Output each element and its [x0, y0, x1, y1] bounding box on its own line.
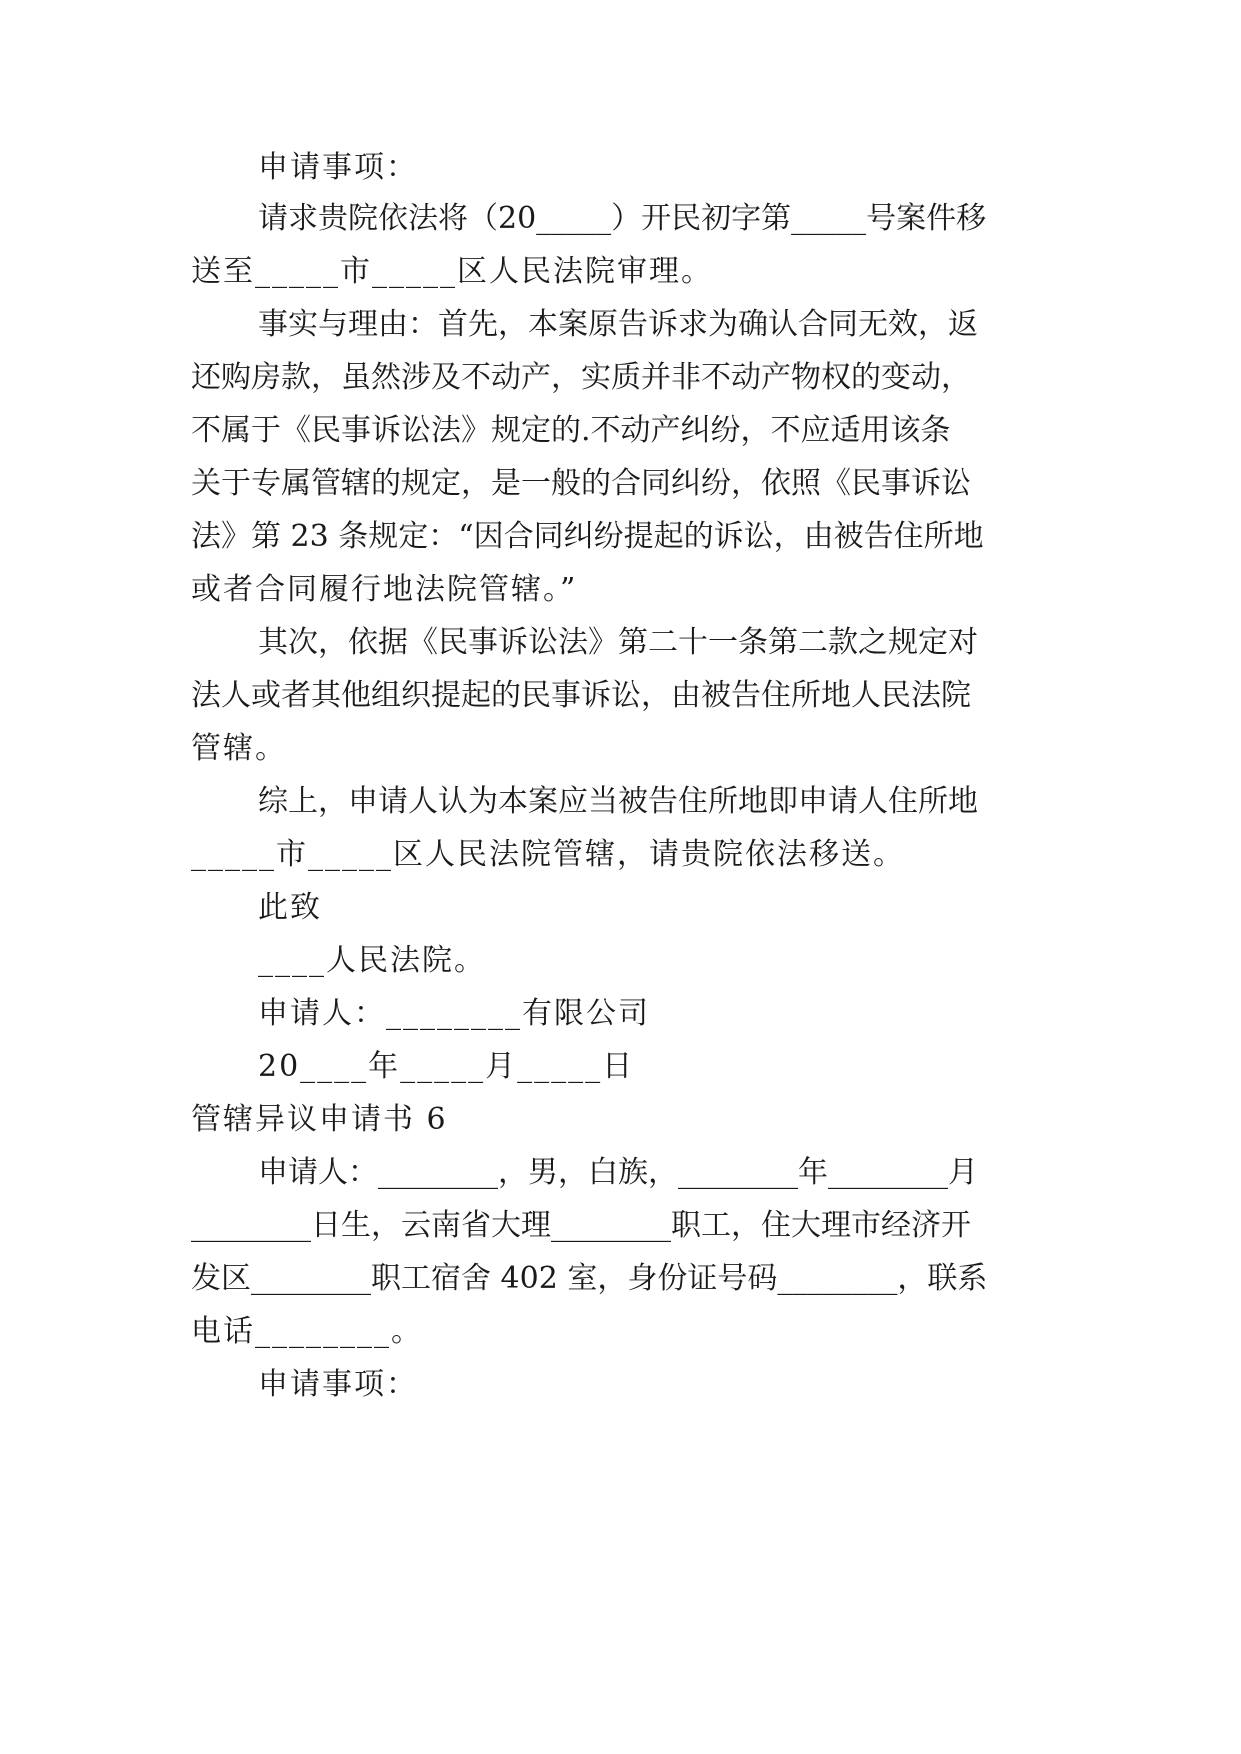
paragraph-line: ________日生，云南省大理________职工，住大理市经济开 [191, 1208, 971, 1243]
paragraph-line: 或者合同履行地法院管辖。” [191, 572, 578, 607]
paragraph-line: 其次，依据《民事诉讼法》第二十一条第二款之规定对 [258, 625, 978, 660]
applicant-signature-line: 申请人：________有限公司 [258, 996, 650, 1031]
section-heading-application-items: 申请事项： [258, 150, 418, 185]
paragraph-line: 发区________职工宿舍 402 室，身份证号码________，联系 [191, 1261, 988, 1296]
paragraph-line: 法人或者其他组织提起的民事诉讼，由被告住所地人民法院 [191, 678, 971, 713]
document-title: 管辖异议申请书 6 [191, 1102, 448, 1137]
paragraph-line: 送至_____市_____区人民法院审理。 [191, 254, 713, 289]
date-line: 20____年_____月_____日 [258, 1049, 635, 1084]
paragraph-line: 事实与理由：首先，本案原告诉求为确认合同无效，返 [258, 307, 978, 342]
court-addressee: ____人民法院。 [258, 943, 486, 978]
paragraph-line: _____市_____区人民法院管辖，请贵院依法移送。 [191, 837, 905, 872]
paragraph-line: 综上，申请人认为本案应当被告住所地即申请人住所地 [258, 784, 978, 819]
paragraph-line: 不属于《民事诉讼法》规定的.不动产纠纷，不应适用该条 [191, 413, 951, 448]
paragraph-line: 请求贵院依法将（20_____）开民初字第_____号案件移 [258, 201, 987, 236]
paragraph-line: 法》第 23 条规定：“因合同纠纷提起的诉讼，由被告住所地 [191, 519, 984, 554]
paragraph-line: 管辖。 [191, 731, 287, 766]
salutation: 此致 [258, 890, 322, 925]
paragraph-line: 关于专属管辖的规定，是一般的合同纠纷，依照《民事诉讼 [191, 466, 971, 501]
paragraph-line: 申请人：________，男，白族，________年________月 [258, 1155, 978, 1190]
paragraph-line: 电话________。 [191, 1314, 423, 1349]
paragraph-line: 还购房款，虽然涉及不动产，实质并非不动产物权的变动， [191, 360, 971, 395]
section-heading-application-items: 申请事项： [258, 1367, 418, 1402]
